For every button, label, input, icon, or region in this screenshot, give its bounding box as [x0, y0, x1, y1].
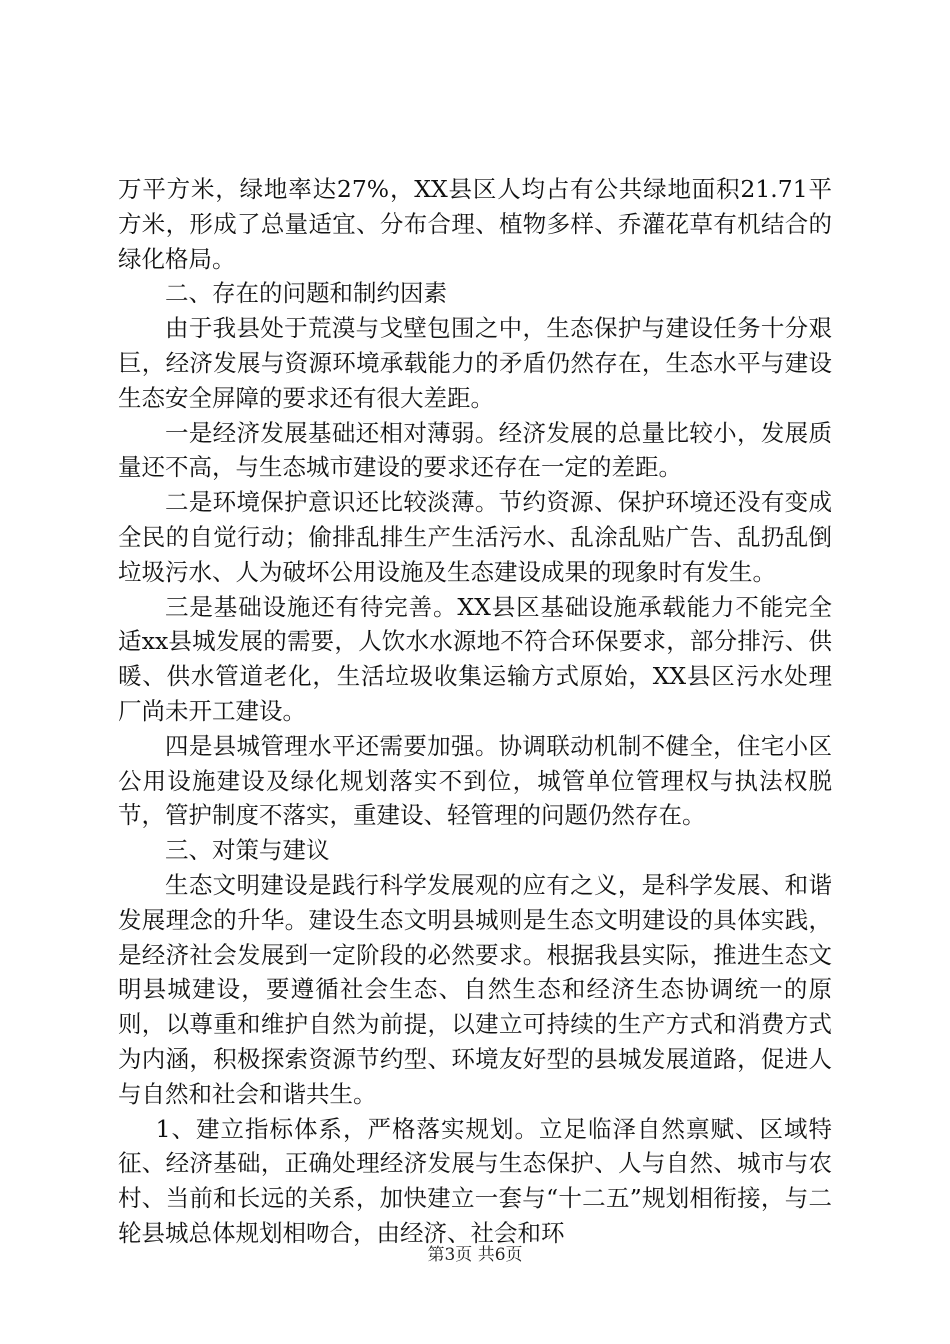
section-heading-countermeasures: 三、对策与建议 [165, 836, 330, 865]
document-body [118, 172, 832, 1251]
paragraph-green-coverage: 万平方米，绿地率达27%，XX县区人均占有公共绿地面积21.71平方米，形成了总量适宜、分布合理、植物多样、乔灌花草有机结合的绿化格局。 [118, 175, 832, 273]
page-footer: 第3页 共6页 [427, 1245, 523, 1265]
paragraph-measure-one: 1、建立指标体系，严格落实规划。立足临泽自然禀赋、区域特征、经济基础，正确处理经济发展与生态保护、人与自然、城市与农村、当前和长远的关系，加快建立一套与“十二五”规划相衔接，与二轮县城总体规划相吻合，由经济、社会和环 [118, 1114, 832, 1247]
paragraph-problem-four: 四是县城管理水平还需要加强。协调联动机制不健全，住宅小区公用设施建设及绿化规划落实不到位，城管单位管理权与执法权脱节，管护制度不落实，重建设、轻管理的问题仍然存在。 [118, 731, 832, 830]
paragraph-problem-three: 三是基础设施还有待完善。XX县区基础设施承载能力不能完全适xx县城发展的需要，人饮水水源地不符合环保要求，部分排污、供暖、供水管道老化，生活垃圾收集运输方式原始，XX县区污水处理厂尚未开工建设。 [118, 592, 832, 725]
paragraph-problem-two: 二是环境保护意识还比较淡薄。节约资源、保护环境还没有变成全民的自觉行动；偷排乱排生产生活污水、乱涂乱贴广告、乱扔乱倒垃圾污水、人为破坏公用设施及生态建设成果的现象时有发生。 [118, 488, 832, 586]
paragraph-countermeasures-intro: 生态文明建设是践行科学发展观的应有之义，是科学发展、和谐发展理念的升华。建设生态文明县城则是生态文明建设的具体实践，是经济社会发展到一定阶段的必然要求。根据我县实际，推进生态文明县城建设，要遵循社会生态、自然生态和经济生态协调统一的原则，以尊重和维护自然为前提，以建立可持续的生产方式和消费方式为内涵，积极探索资源节约型、环境友好型的县城发展道路，促进人与自然和社会和谐共生。 [118, 870, 832, 1108]
section-heading-problems: 二、存在的问题和制约因素 [165, 279, 447, 308]
paragraph-problems-intro: 由于我县处于荒漠与戈壁包围之中，生态保护与建设任务十分艰巨，经济发展与资源环境承载能力的矛盾仍然存在，生态水平与建设生态安全屏障的要求还有很大差距。 [118, 314, 832, 412]
paragraph-problem-one: 一是经济发展基础还相对薄弱。经济发展的总量比较小，发展质量还不高，与生态城市建设的要求还存在一定的差距。 [118, 418, 832, 482]
